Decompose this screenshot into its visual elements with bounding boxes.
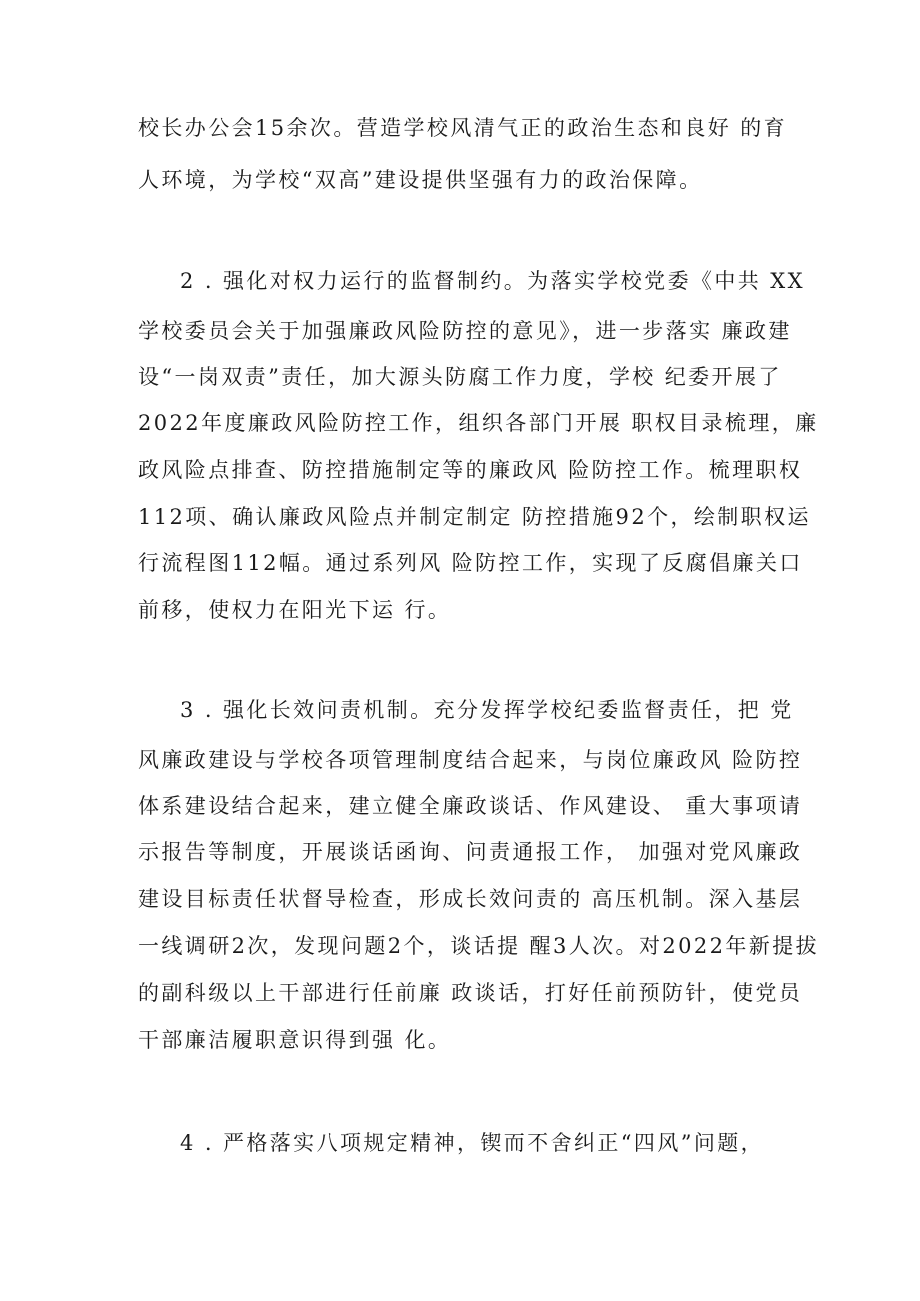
paragraph-3-line-1: 3 . 强化长效问责机制。充分发挥学校纪委监督责任，把 党 — [180, 698, 794, 722]
paragraph-3-line-3: 体系建设结合起来，建立健全廉政谈话、作风建设、 重大事项请 — [138, 794, 803, 818]
paragraph-2-line-7: 行流程图112幅。通过系列风 险防控工作，实现了反腐倡廉关口 — [138, 551, 803, 575]
paragraph-2-line-8: 前移，使权力在阳光下运 行。 — [138, 598, 452, 622]
paragraph-2-line-5: 政风险点排查、防控措施制定等的廉政风 险防控工作。梳理职权 — [138, 458, 803, 482]
paragraph-3-line-8: 干部廉洁履职意识得到强 化。 — [138, 1028, 452, 1052]
paragraph-3-line-6: 一线调研2次，发现问题2个，谈话提 醒3人次。对2022年新提拔 — [138, 934, 819, 958]
paragraph-3-line-4: 示报告等制度，开展谈话函询、问责通报工作， 加强对党风廉政 — [138, 840, 803, 864]
paragraph-2-line-1: 2 . 强化对权力运行的监督制约。为落实学校党委《中共 XX — [180, 269, 805, 293]
paragraph-2-line-4: 2022年度廉政风险防控工作，组织各部门开展 职权目录梳理，廉 — [138, 411, 819, 435]
paragraph-4-line-1: 4 . 严格落实八项规定精神，锲而不舍纠正“四风”问题， — [180, 1131, 765, 1155]
paragraph-3-line-2: 风廉政建设与学校各项管理制度结合起来，与岗位廉政风 险防控 — [138, 748, 803, 772]
paragraph-2-line-2: 学校委员会关于加强廉政风险防控的意见》，进一步落实 廉政建 — [138, 319, 792, 343]
paragraph-2-line-3: 设“一岗双责”责任，加大源头防腐工作力度，学校 纪委开展了 — [138, 365, 782, 389]
paragraph-1-line-2: 人环境，为学校“双高”建设提供坚强有力的政治保障。 — [138, 168, 703, 192]
paragraph-1-line-1: 校长办公会15余次。营造学校风清气正的政治生态和良好 的育 — [138, 116, 787, 140]
paragraph-3-line-7: 的副科级以上干部进行任前廉 政谈话，打好任前预防针，使党员 — [138, 981, 803, 1005]
paragraph-2-line-6: 112项、确认廉政风险点并制定制定 防控措施92个，绘制职权运 — [138, 505, 811, 529]
paragraph-3-line-5: 建设目标责任状督导检查，形成长效问责的 高压机制。深入基层 — [138, 887, 803, 911]
